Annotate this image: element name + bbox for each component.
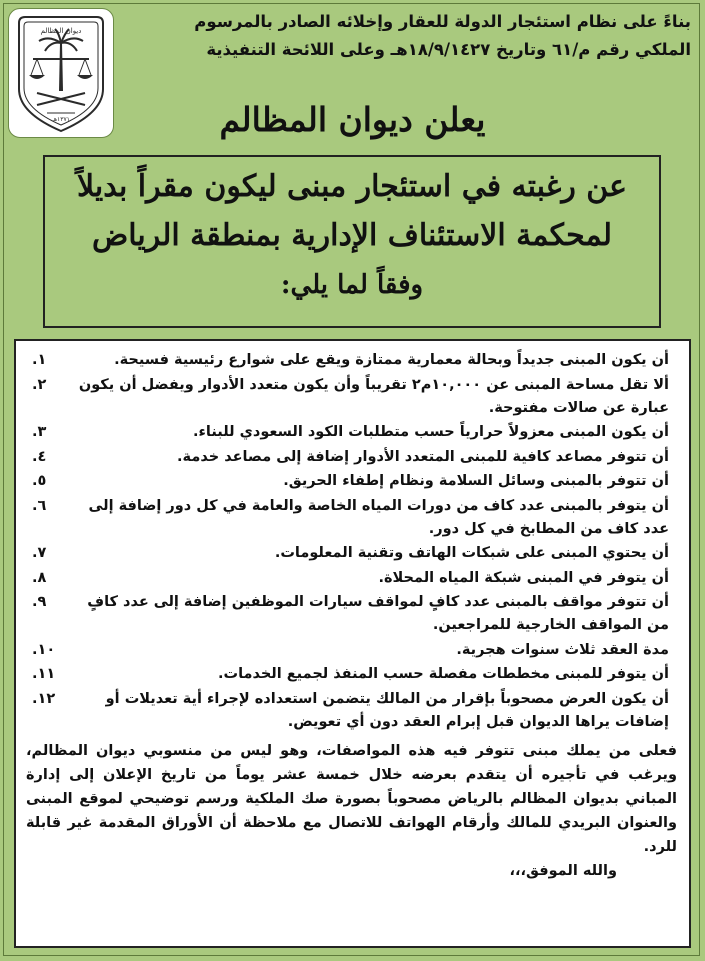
condition-number: ١٢. [32, 690, 56, 707]
condition-item [26, 591, 677, 637]
condition-item [26, 349, 677, 372]
condition-item [26, 542, 677, 565]
condition-number: ١١. [32, 666, 56, 682]
condition-text: أن يتوفر في المبنى شبكة المياه المحلاة. [378, 569, 669, 586]
condition-text: أن يكون المبنى جديداً وبحالة معمارية ممتازة ويقع على شوارع رئيسية فسيحة. [114, 352, 669, 368]
conditions-list [16, 341, 689, 734]
condition-number: ٢. [32, 376, 47, 393]
condition-item [26, 663, 677, 686]
scales-palm-emblem-icon [9, 9, 113, 137]
condition-text: أن يتوفر للمبنى مخططات مفصلة حسب المنفذ لجميع الخدمات. [217, 666, 669, 682]
condition-number: ٧. [32, 545, 47, 561]
condition-text: ألا تقل مساحة المبنى عن ١٠,٠٠٠م٢ تقريباً وأن يكون متعدد الأدوار ويفضل أن يكون عبارة عن صالات مفتوحة. [78, 376, 669, 416]
condition-item [26, 688, 677, 734]
subject-line-2: لمحكمة الاستئناف الإدارية بمنطقة الرياض [91, 218, 613, 253]
issuer-heading: يعلن ديوان المظالم [219, 100, 486, 139]
legal-basis-intro [120, 8, 691, 64]
condition-number: ٣. [32, 424, 47, 440]
condition-item [26, 374, 677, 420]
condition-number: ٥. [32, 473, 47, 489]
subject-box [43, 155, 661, 328]
condition-number: ١٠. [32, 641, 56, 658]
emblem-logo [8, 8, 114, 138]
subject-line-3: وفقاً لما يلي: [280, 270, 424, 300]
condition-number: ٦. [32, 497, 47, 514]
conditions-panel [14, 339, 691, 948]
condition-number: ١. [32, 352, 47, 368]
condition-item [26, 639, 677, 662]
condition-item [26, 421, 677, 444]
condition-number: ٩. [32, 594, 47, 610]
condition-text: أن يكون المبنى معزولاً حرارياً حسب متطلبات الكود السعودي للبناء. [193, 424, 669, 440]
condition-item [26, 567, 677, 590]
condition-text: أن تتوفر مصاعد كافية للمبنى المتعدد الأدوار إضافة إلى مصاعد خدمة. [177, 448, 669, 465]
condition-number: ٨. [32, 569, 47, 586]
condition-text: أن يتوفر بالمبنى عدد كاف من دورات المياه الخاصة والعامة في كل دور إضافة إلى عدد كاف من المطابخ في كل دور. [88, 497, 669, 537]
emblem-bottom-text: ١٣٧١هـ [52, 116, 70, 123]
subject-line-1: عن رغبته في استئجار مبنى ليكون مقراً بديلاً [76, 169, 628, 204]
closing-signoff: والله الموفق،،، [509, 863, 617, 879]
condition-text: مدة العقد ثلاث سنوات هجرية. [456, 641, 669, 658]
intro-line-1: بناءً على نظام استئجار الدولة للعقار وإخلائه الصادر بالمرسوم [194, 12, 691, 31]
condition-text: أن يحتوي المبنى على شبكات الهاتف وتقنية المعلومات. [274, 545, 669, 561]
condition-item [26, 446, 677, 469]
closing-paragraph: فعلى من يملك مبنى تتوفر فيه هذه المواصفات، وهو ليس من منسوبي ديوان المظالم، ويرغب في تأجيره أن يتقدم بعرضه خلال خمسة عشر يوماً من تاريخ الإعلان إلى إدارة المباني بديوان المظالم بالرياض مصحوباً بصورة صك الملكية ورسم توضيحي لموقع المبنى والعنوان البريدي للمالك وأرقام الهواتف للاتصال مع ملاحظة أن الأوراق المقدمة غير قابلة للرد. [26, 743, 677, 855]
condition-text: أن تتوفر مواقف بالمبنى عدد كافٍ لمواقف سيارات الموظفين إضافة إلى عدد كافٍ من المواقف الخارجية للمراجعين. [87, 594, 669, 633]
condition-item [26, 470, 677, 493]
condition-text: أن تتوفر بالمبنى وسائل السلامة ونظام إطفاء الحريق. [283, 473, 669, 489]
intro-line-2: الملكي رقم م/٦١ وتاريخ ١٨/٩/١٤٢٧هـ وعلى اللائحة التنفيذية [206, 40, 691, 59]
condition-number: ٤. [32, 448, 47, 465]
condition-text: أن يكون العرض مصحوباً بإقرار من المالك يتضمن استعداده لإجراء أية تعديلات أو إضافات يراها الديوان قبل إبرام العقد دون أي تعويض. [105, 690, 669, 730]
emblem-top-text: ديوان المظالم [40, 27, 82, 35]
condition-item [26, 495, 677, 541]
closing-section [16, 735, 689, 883]
